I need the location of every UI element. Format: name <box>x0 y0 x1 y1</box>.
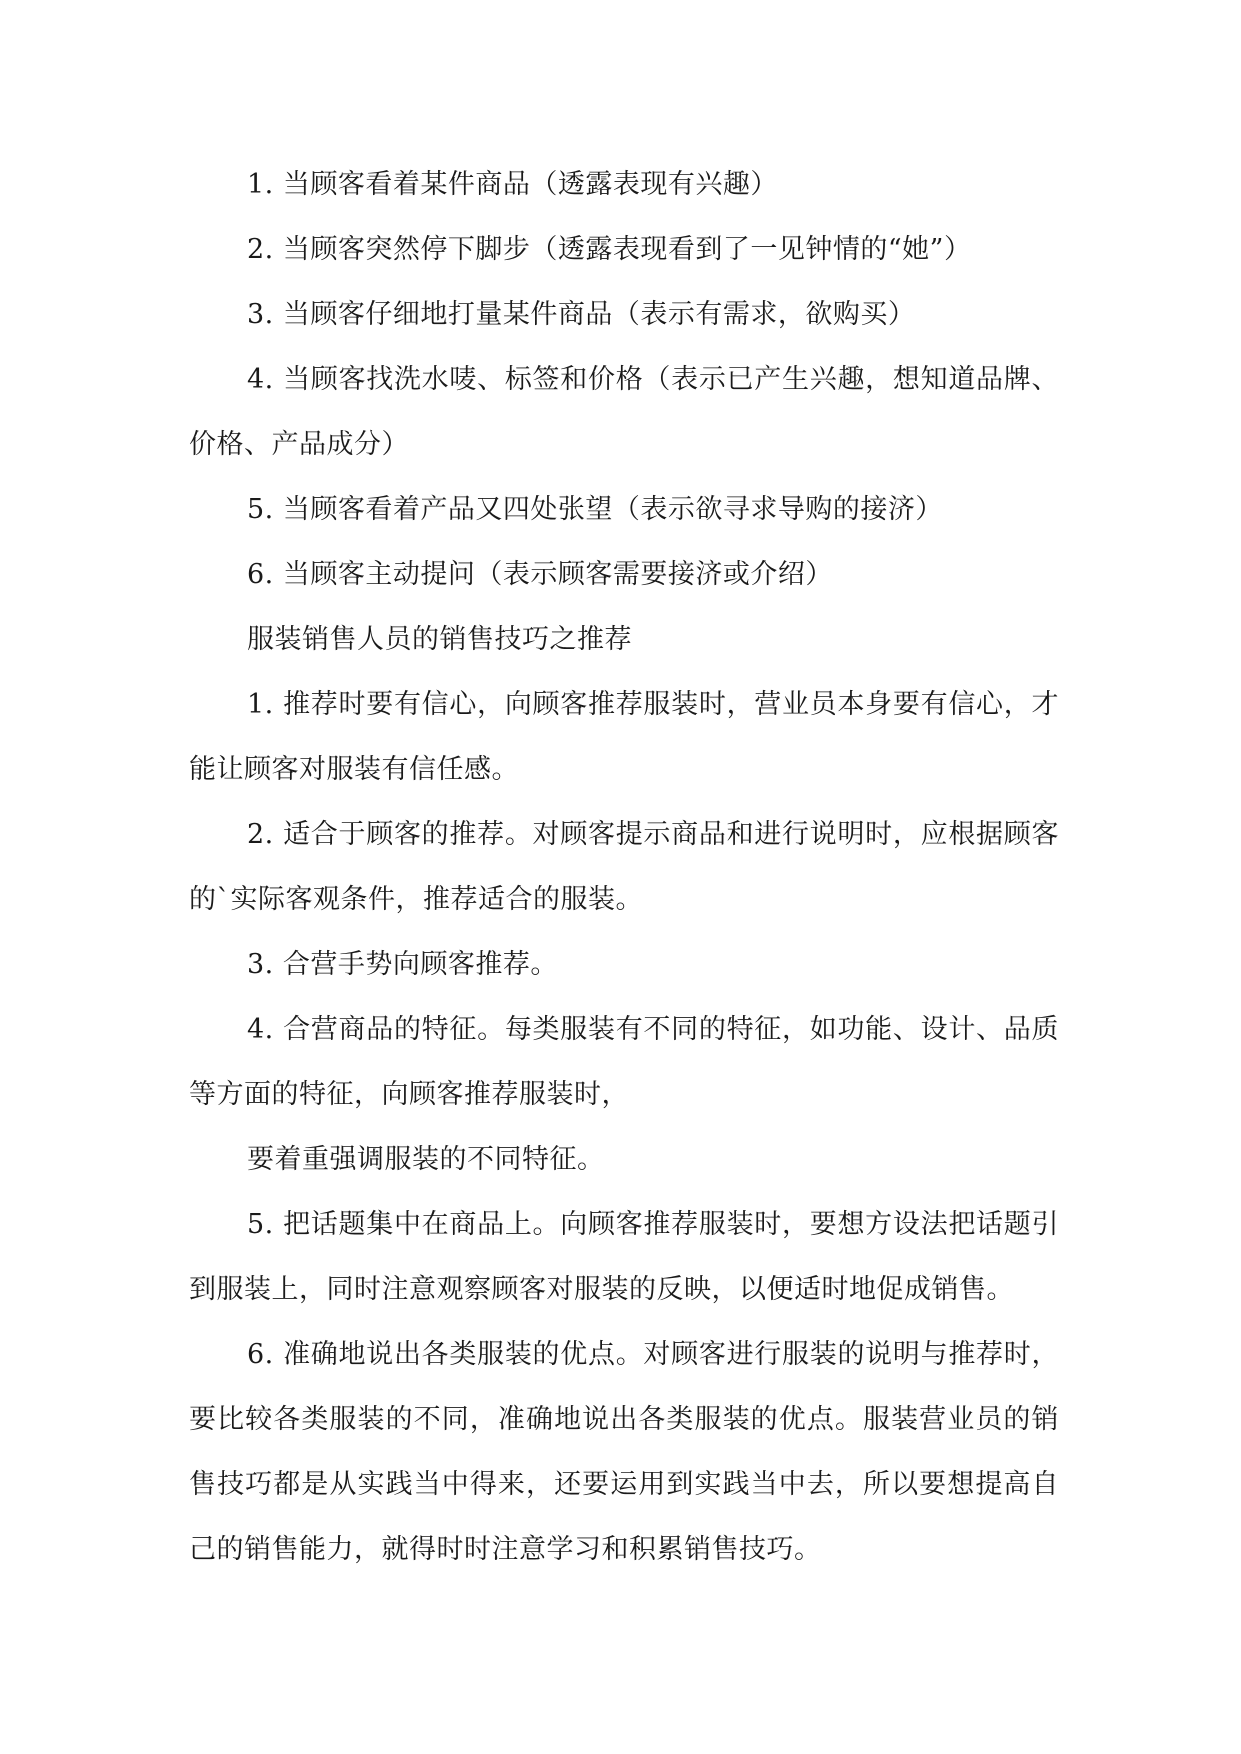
paragraph-emphasize-features: 要着重强调服装的不同特征。 <box>247 1144 605 1175</box>
paragraph-focus-topic: 5. 把话题集中在商品上。向顾客推荐服装时，要想方设法把话题引到服装上，同时注意观察顾客对服装的反映，以便适时地促成销售。 <box>189 1209 1059 1305</box>
paragraph-advantages: 6. 准确地说出各类服装的优点。对顾客进行服装的说明与推荐时，要比较各类服装的不同，准确地说出各类服装的优点。服装营业员的销售技巧都是从实践当中得来，还要运用到实践当中去，所以要想提高自己的销售能力，就得时时注意学习和积累销售技巧。 <box>189 1339 1059 1565</box>
document-body <box>189 152 1059 1582</box>
section-heading-recommendation: 服装销售人员的销售技巧之推荐 <box>247 624 632 655</box>
paragraph-watching-product: 1. 当顾客看着某件商品（透露表现有兴趣） <box>247 169 778 200</box>
paragraph-checking-labels: 4. 当顾客找洗水唛、标签和价格（表示已产生兴趣，想知道品牌、价格、产品成分） <box>189 364 1059 460</box>
paragraph-product-features: 4. 合营商品的特征。每类服装有不同的特征，如功能、设计、品质等方面的特征，向顾客推荐服装时， <box>189 1014 1059 1110</box>
paragraph-suitable-recommendation: 2. 适合于顾客的推荐。对顾客提示商品和进行说明时，应根据顾客的`实际客观条件，推荐适合的服装。 <box>189 819 1059 915</box>
paragraph-inspecting-product: 3. 当顾客仔细地打量某件商品（表示有需求，欲购买） <box>247 299 916 330</box>
paragraph-confidence: 1. 推荐时要有信心，向顾客推荐服装时，营业员本身要有信心，才能让顾客对服装有信任感。 <box>189 689 1059 785</box>
paragraph-stopping-steps: 2. 当顾客突然停下脚步（透露表现看到了一见钟情的“她”） <box>247 234 972 265</box>
paragraph-gestures: 3. 合营手势向顾客推荐。 <box>247 949 558 980</box>
paragraph-looking-around: 5. 当顾客看着产品又四处张望（表示欲寻求导购的接济） <box>247 494 943 525</box>
paragraph-asking-questions: 6. 当顾客主动提问（表示顾客需要接济或介绍） <box>247 559 833 590</box>
